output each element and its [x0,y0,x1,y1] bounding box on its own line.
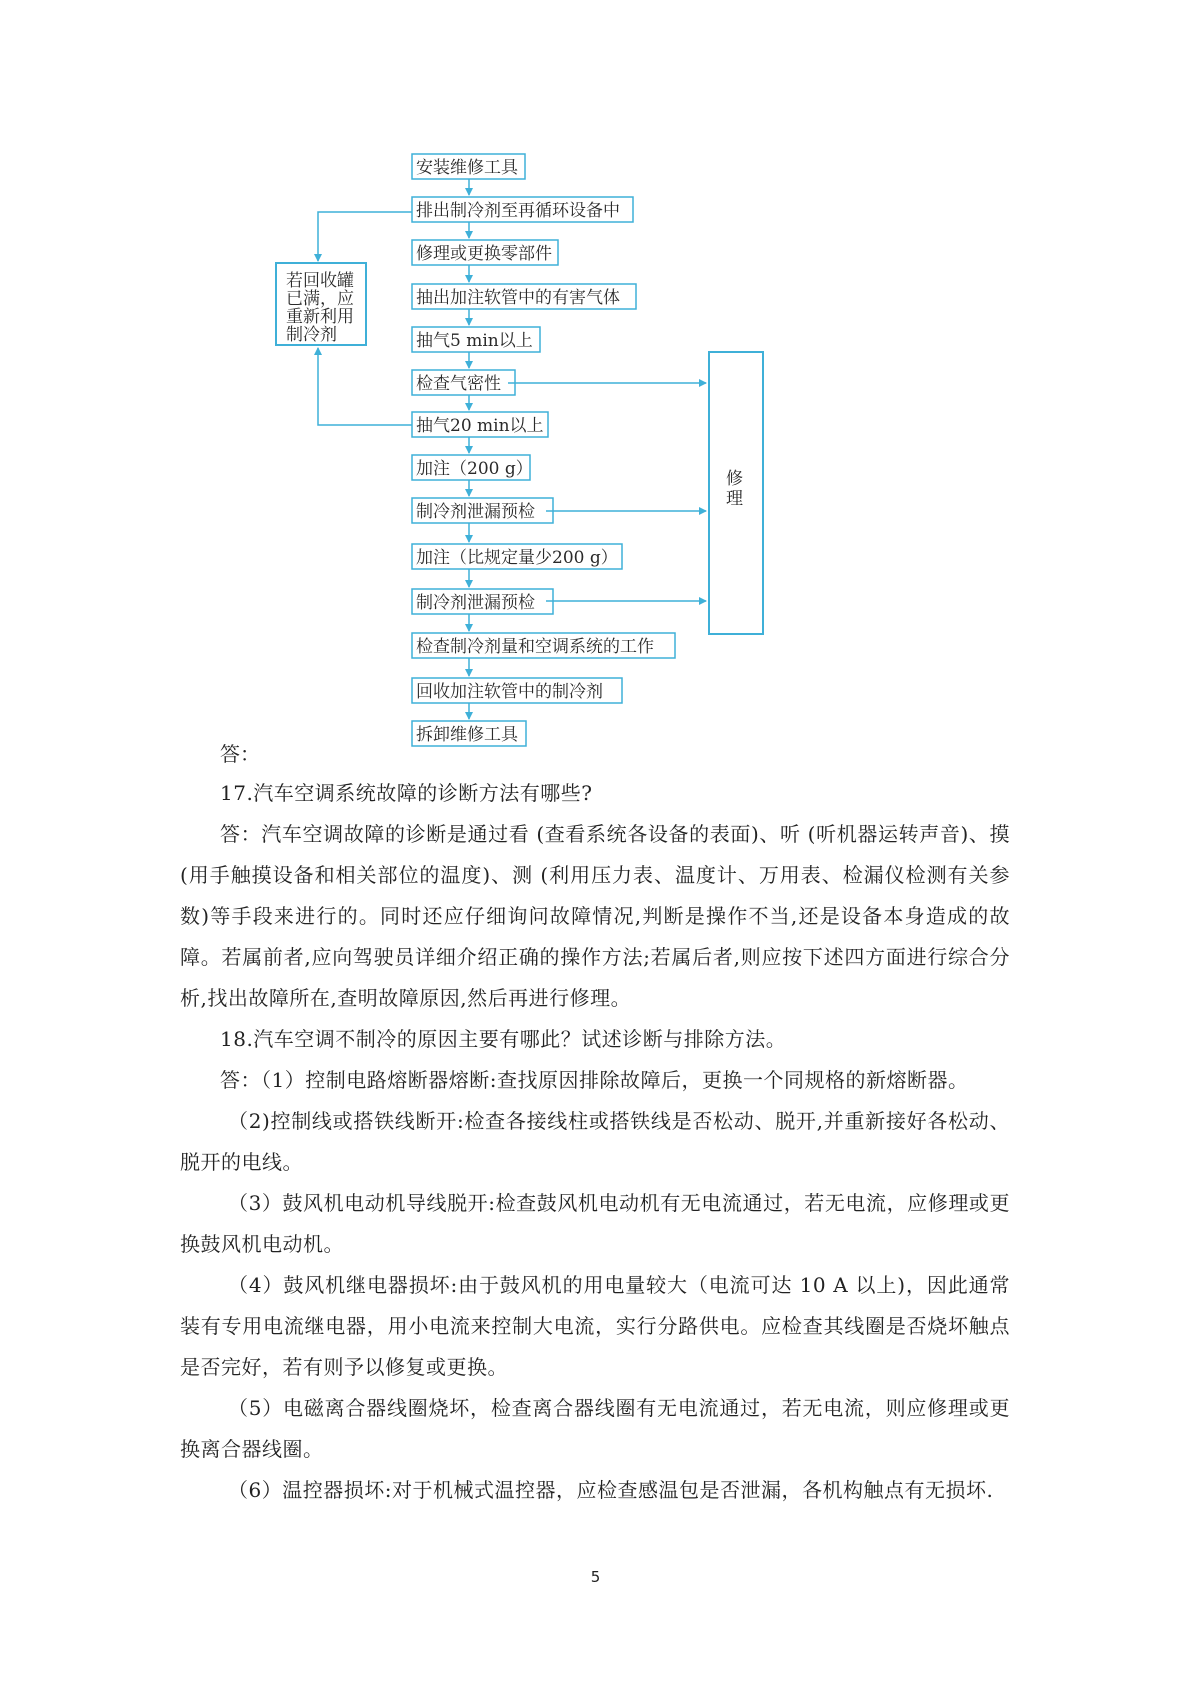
side-box-line: 重新利用 [286,307,354,327]
question-17: 17.汽车空调系统故障的诊断方法有哪些? [220,781,593,805]
answer-label: 答： [220,742,260,766]
repair-label: 修 [726,469,743,489]
connector-to-side-box [318,212,412,261]
flow-step-label: 加注（比规定量少200 g） [416,548,618,568]
flow-step-label: 修理或更换零部件 [416,244,552,264]
answer-18-item-1: 答：（1）控制电路熔断器熔断:查找原因排除故障后，更换一个同规格的新熔断器。 [220,1068,969,1092]
answer-17: 答：汽车空调故障的诊断是通过看 (查看系统各设备的表面)、听 (听机器运转声音)、摸(用手触摸设备和相关部位的温度)、测 (利用压力表、温度计、万用表、检漏仪检测有关参数)等手段来进行的。同时还应仔细询问故障情况,判断是操作不当,还是设备本身造成的故障。若属前者,应向驾驶员详细介绍正确的操作方法;若属后者,则应按下述四方面进行综合分析,找出故障所在,查明故障原因,然后再进行修理。 [180,822,1010,1010]
question-18: 18.汽车空调不制冷的原因主要有哪此？试述诊断与排除方法。 [220,1027,787,1051]
flow-step-label: 回收加注软管中的制冷剂 [416,682,603,702]
flow-step-label: 检查气密性 [416,374,501,394]
flow-step-label: 抽出加注软管中的有害气体 [416,288,620,308]
repair-label: 理 [726,489,743,509]
side-box-line: 已满，应 [286,289,354,309]
connector-from-evacuate-20 [318,348,412,425]
flow-step-label: 抽气5 min以上 [416,331,533,351]
answer-18-item-4: （4）鼓风机继电器损坏:由于鼓风机的用电量较大（电流可达 10 A 以上)，因此通常装有专用电流继电器，用小电流来控制大电流，实行分路供电。应检查其线圈是否烧坏触点是否完好，若有则予以修复或更换。 [180,1273,1010,1379]
flow-step-label: 安装维修工具 [416,158,518,178]
flow-step-label: 拆卸维修工具 [416,725,518,745]
answer-18-item-2: （2)控制线或搭铁线断开:检查各接线柱或搭铁线是否松动、脱开,并重新接好各松动、脱开的电线。 [180,1109,1010,1174]
flow-step-label: 加注（200 g） [416,459,533,479]
answer-18-item-5: （5）电磁离合器线圈烧坏，检查离合器线圈有无电流通过，若无电流，则应修理或更换离合器线圈。 [180,1396,1010,1461]
answer-18-item-6: （6）温控器损坏:对于机械式温控器，应检查感温包是否泄漏，各机构触点有无损坏. [228,1478,994,1502]
flow-step-label: 制冷剂泄漏预检 [416,593,535,613]
flow-step-label: 检查制冷剂量和空调系统的工作 [416,637,654,657]
answer-18-item-3: （3）鼓风机电动机导线脱开:检查鼓风机电动机有无电流通过，若无电流，应修理或更换鼓风机电动机。 [180,1191,1010,1256]
maintenance-flowchart [0,0,1191,760]
flow-step-label: 抽气20 min以上 [416,416,544,436]
side-box-line: 若回收罐 [286,271,354,291]
flow-step-label: 排出制冷剂至再循环设备中 [416,201,620,221]
side-box-line: 制冷剂 [286,325,337,345]
flow-step-label: 制冷剂泄漏预检 [416,502,535,522]
page-number: 5 [590,1568,601,1586]
